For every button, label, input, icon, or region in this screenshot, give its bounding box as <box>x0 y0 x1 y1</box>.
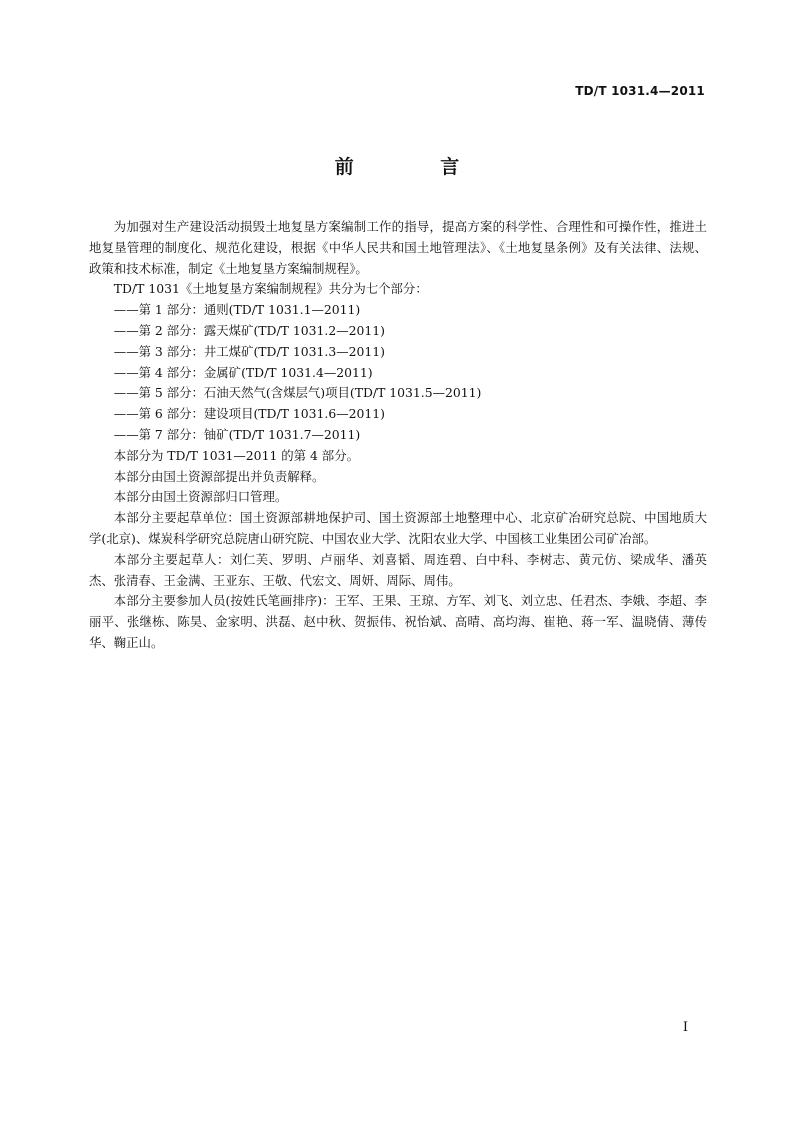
paragraph-drafting-units: 本部分主要起草单位：国土资源部耕地保护司、国土资源部土地整理中心、北京矿冶研究总院、中国地质大学(北京)、煤炭科学研究总院唐山研究院、中国农业大学、沈阳农业大学、中国核工业集团公司矿冶部。 <box>89 510 707 546</box>
page-title: 前 言 <box>334 156 500 178</box>
list-item-part-3: ——第 3 部分：井工煤矿(TD/T 1031.3—2011) <box>113 343 385 359</box>
list-item-part-6: ——第 6 部分：建设项目(TD/T 1031.6—2011) <box>113 406 385 422</box>
list-item-part-1: ——第 1 部分：通则(TD/T 1031.1—2011) <box>113 302 361 318</box>
foreword-body <box>89 217 707 654</box>
paragraph-this-part: 本部分为 TD/T 1031—2011 的第 4 部分。 <box>113 447 359 463</box>
list-item-part-7: ——第 7 部分：铀矿(TD/T 1031.7—2011) <box>113 426 361 442</box>
paragraph-proposed-by: 本部分由国土资源部提出并负责解释。 <box>113 468 325 484</box>
paragraph-managed-by: 本部分由国土资源部归口管理。 <box>113 489 288 505</box>
paragraph-participants: 本部分主要参加人员(按姓氏笔画排序)：王军、王果、王琼、方军、刘飞、刘立忠、任君杰、李娥、李超、李丽平、张继栋、陈昊、金家明、洪磊、赵中秋、贺振伟、祝怡斌、高晴、高均海、崔艳、蒋一军、温晓倩、薄传华、鞠正山。 <box>89 593 707 650</box>
paragraph-drafters: 本部分主要起草人：刘仁芙、罗明、卢丽华、刘喜韬、周连碧、白中科、李树志、黄元仿、梁成华、潘英杰、张清春、王金满、王亚东、王敬、代宏文、周妍、周际、周伟。 <box>89 551 707 588</box>
page-number: I <box>682 1020 688 1035</box>
list-item-part-4: ——第 4 部分：金属矿(TD/T 1031.4—2011) <box>113 364 373 380</box>
paragraph-parts-intro: TD/T 1031《土地复垦方案编制规程》共分为七个部分： <box>113 281 428 297</box>
list-item-part-5: ——第 5 部分：石油天然气(含煤层气)项目(TD/T 1031.5—2011) <box>113 385 482 401</box>
standard-code: TD/T 1031.4—2011 <box>575 84 705 98</box>
paragraph-intro: 为加强对生产建设活动损毁土地复垦方案编制工作的指导，提高方案的科学性、合理性和可操作性，推进土地复垦管理的制度化、规范化建设，根据《中华人民共和国土地管理法》、《土地复垦条例》及有关法律、法规、政策和技术标准，制定《土地复垦方案编制规程》。 <box>89 219 707 276</box>
list-item-part-2: ——第 2 部分：露天煤矿(TD/T 1031.2—2011) <box>113 322 385 338</box>
